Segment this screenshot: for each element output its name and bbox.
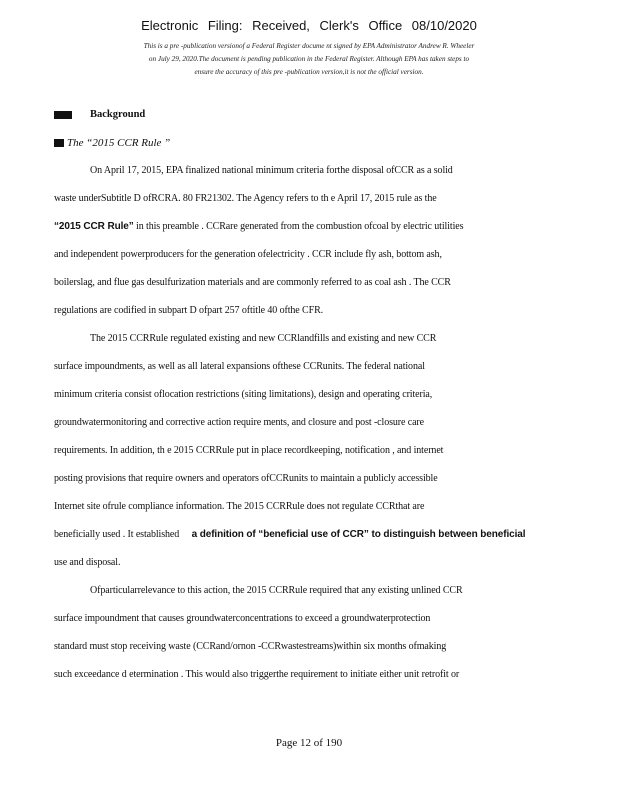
body-line: standard must stop receiving waste (CCRand/ornon -CCRwastestreams)within six months ofmaking <box>54 641 447 652</box>
body-line <box>54 221 463 232</box>
disclaimer-line: on July 29, 2020.The document is pending publication in the Federal Register. Although EPA has taken steps to <box>148 55 470 63</box>
body-line: regulations are codified in subpart D ofpart 257 oftitle 40 ofthe CFR. <box>54 305 324 316</box>
body-line: Internet site ofrule compliance information. The 2015 CCRRule does not regulate CCRthat are <box>54 501 425 512</box>
body-line: On April 17, 2015, EPA finalized national minimum criteria forthe disposal ofCCR as a solid <box>90 165 453 176</box>
subheading-marker <box>54 139 64 147</box>
body-line: groundwatermonitoring and corrective action require ments, and closure and post -closure care <box>54 417 425 428</box>
disclaimer-line: This is a pre -publication versionof a Federal Register docume nt signed by EPA Administrator Andrew R. Wheeler <box>143 42 475 50</box>
body-line: and independent powerproducers for the generation ofelectricity . CCR include fly ash, bottom ash, <box>54 249 442 260</box>
heading-marker <box>54 111 72 119</box>
rule-name-emphasis: “2015 CCR Rule” <box>54 221 134 232</box>
section-heading-text: Background <box>90 109 146 120</box>
filing-stamp: Electronic Filing: Received, Clerk's Office 08/10/2020 <box>141 18 477 33</box>
body-line: posting provisions that require owners and operators ofCCRunits to maintain a publicly accessible <box>54 473 438 484</box>
body-line: surface impoundments, as well as all lateral expansions ofthese CCRunits. The federal national <box>54 361 425 372</box>
body-line: requirements. In addition, th e 2015 CCRRule put in place recordkeeping, notification , and internet <box>54 445 444 456</box>
prepublication-disclaimer <box>70 40 548 79</box>
subsection-heading <box>54 137 170 149</box>
body-line: such exceedance d etermination . This would also triggerthe requirement to initiate either unit retrofit or <box>54 669 460 680</box>
subsection-heading-text: The “2015 CCR Rule ” <box>67 137 171 149</box>
disclaimer-line: ensure the accuracy of this pre -publication version,it is not the official version. <box>194 68 424 76</box>
page-number: Page 12 of 190 <box>275 737 343 749</box>
body-line: The 2015 CCRRule regulated existing and new CCRlandfills and existing and new CCR <box>90 333 437 344</box>
section-heading <box>54 109 145 120</box>
definition-emphasis: a definition of “beneficial use of CCR” to distinguish between beneficial <box>191 529 526 540</box>
body-line-text: in this preamble . CCRare generated from the combustion ofcoal by electric utilities <box>136 221 464 232</box>
body-line: boilerslag, and flue gas desulfurization materials and are commonly referred to as coal ash . The CCR <box>54 277 451 288</box>
body-line: minimum criteria consist oflocation restrictions (siting limitations), design and operating criteria, <box>54 389 433 400</box>
body-line: waste underSubtitle D ofRCRA. 80 FR21302. The Agency refers to th e April 17, 2015 rule as the <box>54 193 437 204</box>
body-line: surface impoundment that causes groundwaterconcentrations to exceed a groundwaterprotection <box>54 613 431 624</box>
body-line <box>54 529 525 540</box>
body-line: Ofparticularrelevance to this action, the 2015 CCRRule required that any existing unlined CCR <box>90 585 463 596</box>
body-line-text: beneficially used . It established <box>54 529 180 540</box>
body-line: use and disposal. <box>54 557 121 568</box>
